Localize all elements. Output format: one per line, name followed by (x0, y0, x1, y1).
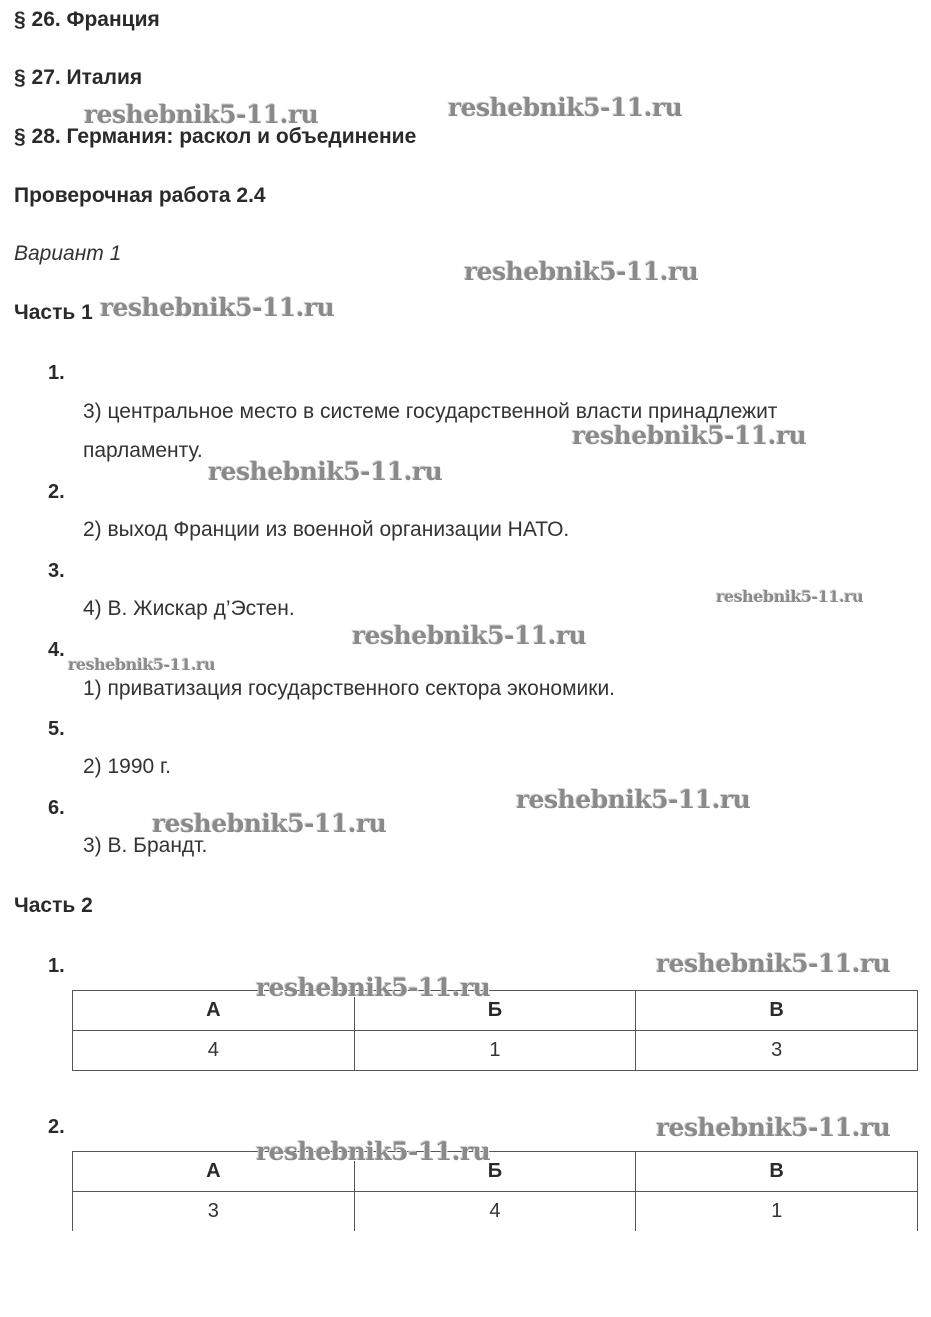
watermark: reshebnik5-11.ru (516, 785, 751, 814)
answer-table-1 (72, 990, 918, 1071)
watermark: reshebnik5-11.ru (656, 1113, 891, 1142)
variant-label: Вариант 1 (14, 242, 122, 265)
table-header-row (73, 1152, 918, 1192)
table-header-cell: В (636, 991, 918, 1031)
watermark: reshebnik5-11.ru (256, 1137, 491, 1166)
watermark: reshebnik5-11.ru (352, 621, 587, 650)
question-number: 1. (48, 362, 65, 384)
answer-table-2 (72, 1151, 918, 1231)
watermark: reshebnik5-11.ru (572, 421, 807, 450)
answer-text: 1) приватизация государственного сектора экономики. (83, 677, 616, 700)
part1-title: Часть 1 (14, 301, 93, 324)
task-number: 1. (48, 955, 65, 977)
watermark: reshebnik5-11.ru (256, 973, 491, 1002)
table-header-cell: Б (354, 1152, 636, 1192)
table-cell: 4 (73, 1031, 355, 1071)
table-cell: 3 (636, 1031, 918, 1071)
answer-text: 2) 1990 г. (83, 755, 171, 778)
table-cell: 1 (354, 1031, 636, 1071)
table-header-cell: В (636, 1152, 918, 1192)
watermark: reshebnik5-11.ru (100, 293, 335, 322)
watermark: reshebnik5-11.ru (716, 587, 864, 606)
section-heading-28: § 28. Германия: раскол и объединение (14, 125, 417, 148)
question-number: 5. (48, 718, 65, 740)
question-number: 4. (48, 639, 65, 661)
answer-text: 2) выход Франции из военной организации НАТО. (83, 518, 570, 541)
watermark: reshebnik5-11.ru (208, 457, 443, 486)
table-header-row (73, 991, 918, 1031)
question-number: 6. (48, 797, 65, 819)
table-header-cell: Б (354, 991, 636, 1031)
table-cell: 4 (354, 1192, 636, 1232)
task-number: 2. (48, 1116, 65, 1138)
part2-title: Часть 2 (14, 894, 93, 917)
watermark: reshebnik5-11.ru (84, 100, 319, 129)
answer-text: 3) В. Брандт. (83, 834, 208, 857)
watermark: reshebnik5-11.ru (68, 655, 216, 674)
answer-text: 3) центральное место в системе государственной власти принадлежит парламенту. (83, 400, 778, 462)
section-heading-26: § 26. Франция (14, 8, 160, 31)
table-header-cell: А (73, 991, 355, 1031)
watermark: reshebnik5-11.ru (152, 809, 387, 838)
table-row (73, 1031, 918, 1071)
watermark: reshebnik5-11.ru (448, 93, 683, 122)
test-title: Проверочная работа 2.4 (14, 184, 266, 207)
section-heading-27: § 27. Италия (14, 66, 143, 89)
table-header-cell: А (73, 1152, 355, 1192)
question-number: 2. (48, 481, 65, 503)
table-cell: 3 (73, 1192, 355, 1232)
table-row (73, 1192, 918, 1232)
answer-text: 4) В. Жискар д’Эстен. (83, 597, 295, 620)
watermark: reshebnik5-11.ru (656, 949, 891, 978)
watermark: reshebnik5-11.ru (464, 257, 699, 286)
table-cell: 1 (636, 1192, 918, 1232)
question-number: 3. (48, 560, 65, 582)
